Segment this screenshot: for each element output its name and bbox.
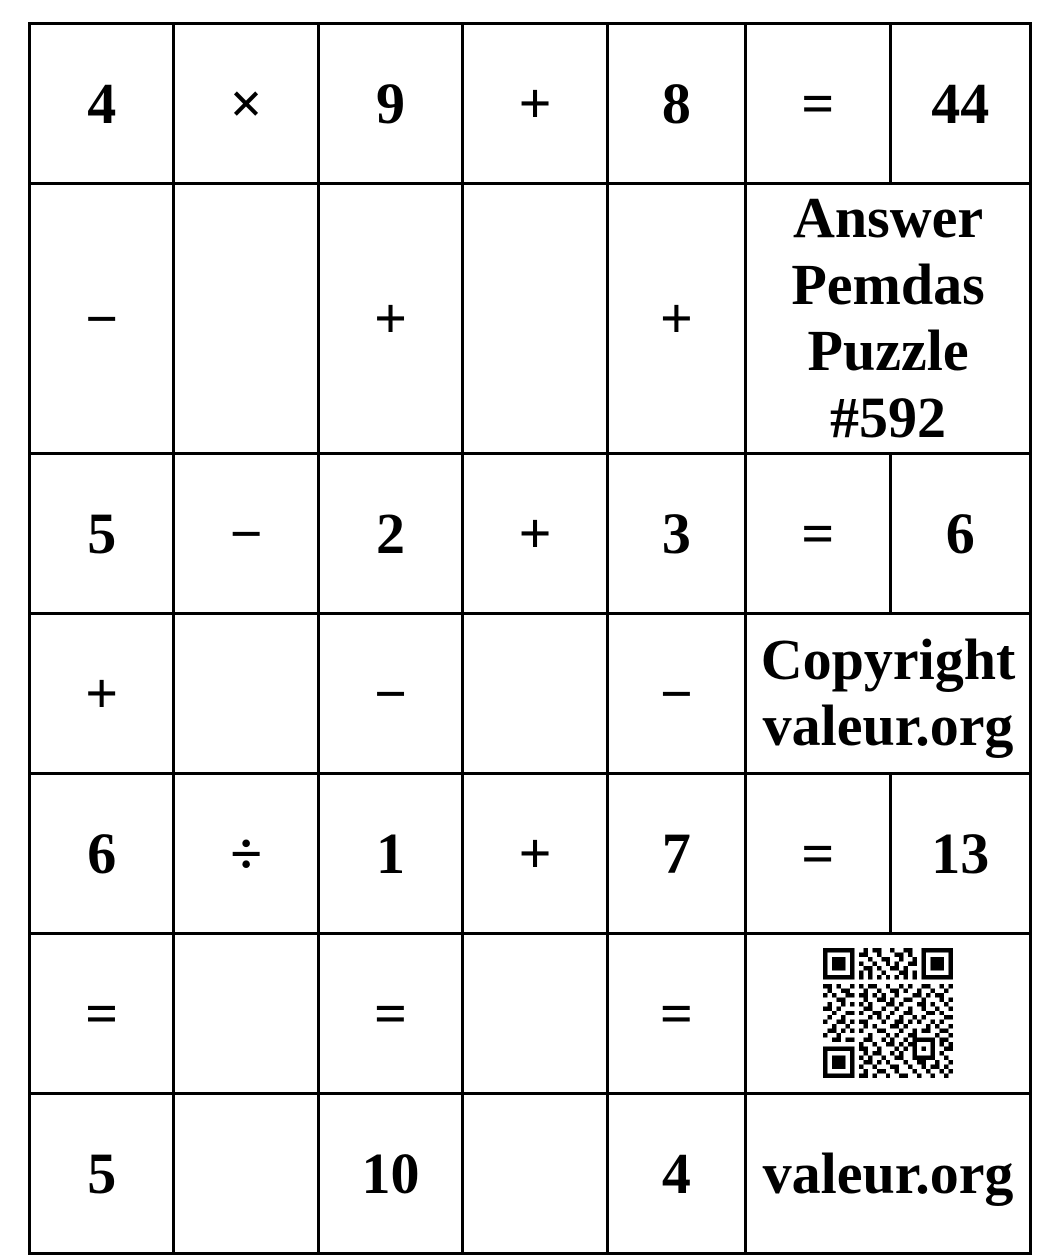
qr-code-icon xyxy=(747,935,1029,1092)
cell-r2-down-operator-c: + xyxy=(607,184,745,454)
cell-r7-column-sum-b: 10 xyxy=(318,1093,462,1253)
cell-r5-operand-c: 7 xyxy=(607,773,745,933)
puzzle-title-line-1: Answer xyxy=(793,185,984,250)
cell-r5-equals: = xyxy=(746,773,890,933)
cell-r2-shaded-2 xyxy=(463,184,607,454)
cell-r3-equals: = xyxy=(746,453,890,613)
puzzle-title-line-2: Pemdas Puzzle xyxy=(791,251,985,384)
cell-r1-result: 44 xyxy=(890,24,1030,184)
cell-r1-operator-2: + xyxy=(463,24,607,184)
cell-r6-down-equals-a: = xyxy=(30,933,174,1093)
cell-r3-operand-a: 5 xyxy=(30,453,174,613)
cell-r3-operand-b: 2 xyxy=(318,453,462,613)
cell-r5-result: 13 xyxy=(890,773,1030,933)
cell-r2-down-operator-a: − xyxy=(30,184,174,454)
cell-r7-column-sum-a: 5 xyxy=(30,1093,174,1253)
cell-r1-operand-a: 4 xyxy=(30,24,174,184)
cell-r6-shaded-1 xyxy=(174,933,318,1093)
cell-r4-down-operator-c: − xyxy=(607,613,745,773)
cell-r5-operator-1: ÷ xyxy=(174,773,318,933)
pemdas-puzzle-grid xyxy=(28,22,1032,1206)
cell-r5-operator-2: + xyxy=(463,773,607,933)
cell-r1-equals: = xyxy=(746,24,890,184)
cell-r5-operand-a: 6 xyxy=(30,773,174,933)
cell-r4-shaded-2 xyxy=(463,613,607,773)
cell-r7-column-sum-c: 4 xyxy=(607,1093,745,1253)
cell-r1-operand-b: 9 xyxy=(318,24,462,184)
cell-r3-result: 6 xyxy=(890,453,1030,613)
cell-r6-shaded-2 xyxy=(463,933,607,1093)
equation-row-1 xyxy=(30,24,1031,184)
cell-r6-down-equals-b: = xyxy=(318,933,462,1093)
cell-r1-operand-c: 8 xyxy=(607,24,745,184)
operator-row-6 xyxy=(30,933,1031,1093)
cell-r5-operand-b: 1 xyxy=(318,773,462,933)
cell-r1-operator-1: × xyxy=(174,24,318,184)
puzzle-title-box xyxy=(746,184,1031,454)
qr-code-svg xyxy=(823,948,953,1078)
equation-row-3 xyxy=(30,453,1031,613)
cell-r6-down-equals-c: = xyxy=(607,933,745,1093)
cell-r2-shaded-1 xyxy=(174,184,318,454)
operator-row-4 xyxy=(30,613,1031,773)
copyright-line-2: valeur.org xyxy=(762,693,1014,759)
copyright-box xyxy=(746,613,1031,773)
puzzle-title-line-3: #592 xyxy=(830,385,947,451)
column-results-row-7 xyxy=(30,1093,1031,1253)
equation-row-5 xyxy=(30,773,1031,933)
operator-row-2 xyxy=(30,184,1031,454)
cell-r3-operand-c: 3 xyxy=(607,453,745,613)
brand-label: valeur.org xyxy=(746,1093,1031,1253)
cell-r4-down-operator-a: + xyxy=(30,613,174,773)
puzzle-table xyxy=(28,22,1032,1255)
cell-r3-operator-1: − xyxy=(174,453,318,613)
copyright-line-1: Copyright xyxy=(760,626,1016,692)
qr-code-cell xyxy=(746,933,1031,1093)
cell-r7-shaded-1 xyxy=(174,1093,318,1253)
cell-r4-down-operator-b: − xyxy=(318,613,462,773)
cell-r3-operator-2: + xyxy=(463,453,607,613)
cell-r2-down-operator-b: + xyxy=(318,184,462,454)
cell-r7-shaded-2 xyxy=(463,1093,607,1253)
cell-r4-shaded-1 xyxy=(174,613,318,773)
